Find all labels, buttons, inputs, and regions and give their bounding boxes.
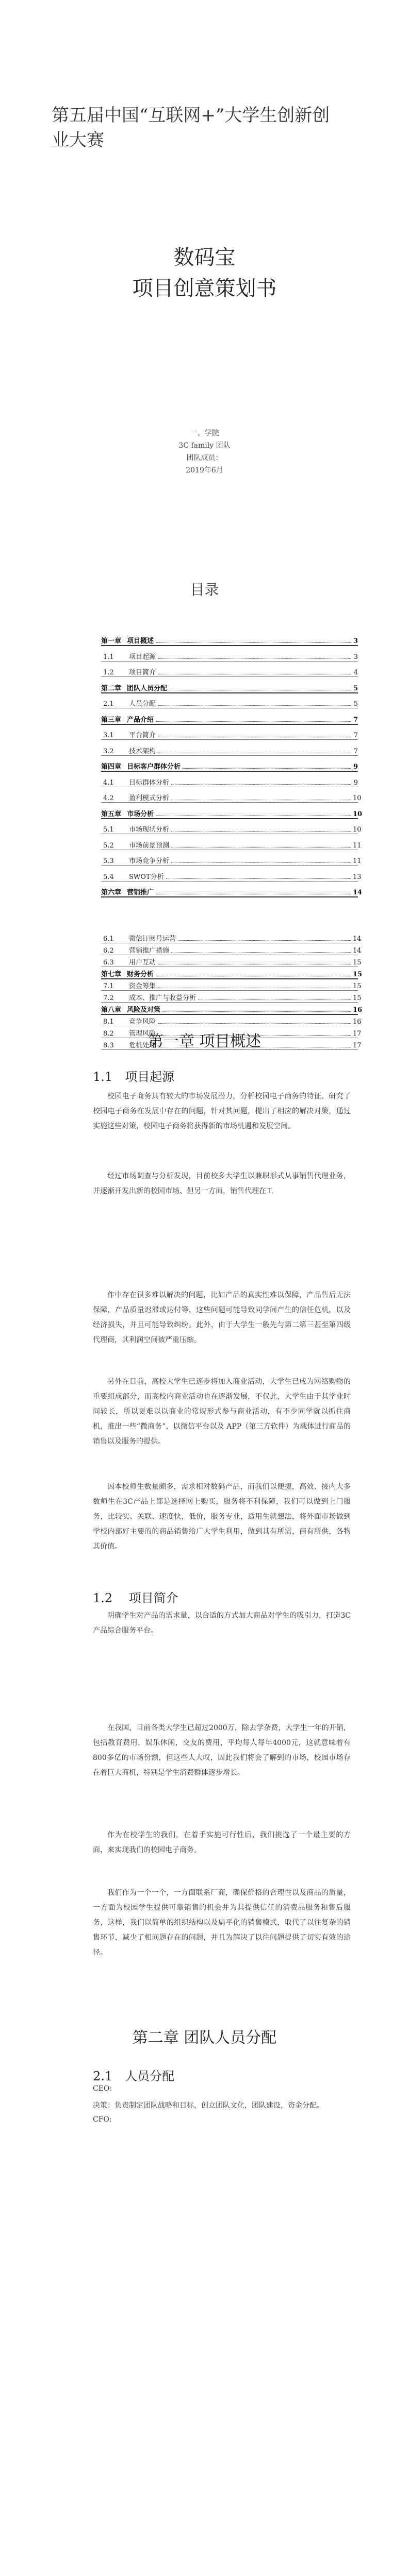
toc-entry[interactable] xyxy=(101,809,363,819)
toc-entry-page: 10 xyxy=(353,826,362,834)
toc-entry-number: 8.3 xyxy=(103,1042,114,1049)
toc-entry-label: 成本、推广与收益分析 xyxy=(129,994,197,1002)
toc-entry-label: 市场前景预测 xyxy=(129,842,170,850)
role-line: CEO: xyxy=(93,2084,112,2093)
toc-entry-page: 5 xyxy=(353,685,358,692)
toc-entry[interactable] xyxy=(101,981,362,991)
paragraph: 因本校师生数量颇多，需求相对数码产品，而我们以便捷，高效、接内大多数师生在3C产品上都是选择网上购买，服务将不利保障，我们可以做到上门服务，比较实、关联、速度快，低价，服务专业，适用生就想法，将外面市场做到学校内部好主要的的商品销售给广大学生利用，做到其有所需，商有所供，各物其价值。 xyxy=(93,1483,351,1551)
document-subtitle: 项目创意策划书 xyxy=(132,277,277,300)
toc-entry-label: 用户互动 xyxy=(129,959,156,967)
toc-leader xyxy=(156,721,351,722)
toc-entry-page: 14 xyxy=(353,935,362,943)
toc-entry-number: 8.2 xyxy=(103,1030,114,1038)
toc-entry-page: 5 xyxy=(353,700,358,708)
toc-entry-number: 5.1 xyxy=(103,826,114,834)
toc-entry-page: 4 xyxy=(353,669,358,676)
toc-entry-number: 第五章 xyxy=(101,810,122,818)
contest-name: 第五届中国“互联网+”大学生创新创业大赛 xyxy=(52,105,330,150)
toc-entry-label: 目标客户群体分析 xyxy=(127,763,181,771)
toc-entry[interactable] xyxy=(101,957,362,967)
toc-entry-label: 财务分析 xyxy=(127,971,154,978)
paragraph: 作中存在很多难以解决的问题，比如产品的真实性难以保障，产品售后无法保障，产品质量迟滞或达付等，这些问题可能导致同学间产生的信任危机，以及经济损失，并且可能导致纠纷。此外，由于大学生一般先与第二第三甚至第四级代理商，其利润空间被严重压缩。 xyxy=(93,1291,351,1344)
toc-entry[interactable] xyxy=(101,969,363,979)
toc-leader xyxy=(171,831,351,832)
toc-entry-number: 第三章 xyxy=(101,716,122,724)
toc-entry-label: 危机处理 xyxy=(129,1042,156,1049)
toc-entry-page: 7 xyxy=(353,716,358,724)
toc-entry-page: 16 xyxy=(353,1018,362,1026)
toc-entry-label: 项目简介 xyxy=(129,669,156,676)
section-2-1-title: 2.1 人员分配 xyxy=(93,2069,175,2083)
toc-leader xyxy=(171,784,351,785)
toc-entry-number: 第四章 xyxy=(101,763,122,771)
toc-entry-number: 6.1 xyxy=(103,935,114,943)
team-name: 3C family 团队 xyxy=(178,442,231,450)
toc-leader xyxy=(156,642,351,643)
toc-entry-label: 资金筹集 xyxy=(129,982,156,990)
toc-entry-page: 16 xyxy=(353,1006,363,1014)
toc-entry-label: 团队人员分配 xyxy=(127,685,168,692)
toc-entry-label: 微信订阅号运营 xyxy=(129,935,176,943)
toc-entry-page: 9 xyxy=(353,763,358,771)
toc-entry-page: 17 xyxy=(353,1030,362,1038)
school-name: 一、学院 xyxy=(190,429,219,437)
toc-entry-label: 竞争风险 xyxy=(129,1018,156,1026)
toc-entry-label: 平台简介 xyxy=(129,732,156,739)
toc-entry[interactable] xyxy=(101,652,358,662)
toc-title: 目录 xyxy=(190,581,219,598)
toc-leader xyxy=(158,1023,351,1024)
toc-entry[interactable] xyxy=(101,667,358,677)
toc-entry-number: 2.1 xyxy=(103,700,114,708)
toc-entry-number: 第一章 xyxy=(101,637,122,645)
toc-entry[interactable] xyxy=(101,746,358,756)
toc-entry-number: 7.2 xyxy=(103,994,114,1002)
toc-entry-label: 风险及对策 xyxy=(127,1006,161,1014)
toc-entry-number: 5.2 xyxy=(103,842,114,850)
toc-entry[interactable] xyxy=(101,761,358,772)
toc-entry-label: 管理风险 xyxy=(129,1030,156,1038)
toc-entry[interactable] xyxy=(101,993,362,1003)
toc-entry[interactable] xyxy=(101,777,358,787)
toc-entry-page: 10 xyxy=(353,794,362,802)
toc-entry-label: 目标群体分析 xyxy=(129,779,170,787)
toc-leader xyxy=(158,658,351,659)
toc-entry[interactable] xyxy=(101,934,362,943)
toc-entry[interactable] xyxy=(101,856,362,866)
toc-entry-page: 10 xyxy=(353,810,363,818)
toc-entry-page: 3 xyxy=(353,653,358,661)
paragraph: 作为在校学生的我们，在着手实施可行性后，我们挑选了一个最主要的方面，来实现我们的校园电子商务。 xyxy=(93,1831,351,1854)
toc-entry-page: 14 xyxy=(353,889,363,896)
toc-entry[interactable] xyxy=(101,887,363,897)
toc-entry-number: 4.1 xyxy=(103,779,114,787)
toc-entry[interactable] xyxy=(101,699,358,708)
toc-entry-page: 7 xyxy=(353,732,358,739)
toc-entry-label: 营销推广措施 xyxy=(129,947,170,955)
paragraph: 另外在目前，高校大学生已逐步将加入商业活动，大学生已成为网络购物的重要组成部分，而高校内商业活动也在逐渐发展，不仅此，大学生由于其学业时间较长，所以更难以以商业的常规形式参与商业活动，有不少同学就以抓住商机，推出一些“微商务”，以微信平台以及 APP（第三方软件）为载体进行商品的销售以及服务的提供。 xyxy=(93,1378,351,1446)
toc-leader xyxy=(178,940,351,941)
chapter-2-title: 第二章 团队人员分配 xyxy=(132,2029,277,2047)
toc-entry-label: 人员分配 xyxy=(129,700,156,708)
toc-entry-page: 3 xyxy=(353,637,358,645)
toc-entry-label: 技术架构 xyxy=(129,748,156,755)
cover-date: 2019年6月 xyxy=(186,466,223,474)
toc-entry-page: 15 xyxy=(353,971,363,978)
toc-entry-number: 1.2 xyxy=(103,669,114,676)
toc-leader xyxy=(171,952,351,953)
toc-entry-label: 产品介绍 xyxy=(127,716,154,724)
toc-entry-number: 5.3 xyxy=(103,857,114,865)
chapter-1-title: 第一章 项目概述 xyxy=(148,1032,261,1050)
toc-entry-number: 第七章 xyxy=(101,971,122,978)
document-title: 数码宝 xyxy=(173,246,236,269)
toc-entry-page: 17 xyxy=(353,1042,362,1049)
toc-entry[interactable] xyxy=(101,730,358,740)
toc-entry[interactable] xyxy=(101,945,362,955)
toc-entry-label: 市场竞争分析 xyxy=(129,857,170,865)
toc-entry-number: 3.1 xyxy=(103,732,114,739)
role-line: 决策：负责制定团队战略和目标，创立团队文化，团队建设，资金分配。 xyxy=(93,2102,324,2110)
toc-entry-number: 7.1 xyxy=(103,982,114,990)
toc-entry-number: 8.1 xyxy=(103,1018,114,1026)
toc-entry-number: 第八章 xyxy=(101,1006,122,1014)
toc-entry-label: 盈利模式分析 xyxy=(129,794,170,802)
toc-entry-page: 11 xyxy=(353,842,362,850)
toc-leader xyxy=(183,768,351,769)
toc-entry-label: 市场现状分析 xyxy=(129,826,170,834)
toc-entry[interactable] xyxy=(101,872,362,882)
toc-leader xyxy=(198,999,351,1000)
toc-entry-number: 3.2 xyxy=(103,748,114,755)
toc-entry-number: 第六章 xyxy=(101,889,122,896)
toc-entry-label: 项目起源 xyxy=(129,653,156,661)
section-1-2-title: 1.2 项目简介 xyxy=(93,1591,178,1605)
toc-entry-page: 7 xyxy=(353,748,358,755)
toc-leader xyxy=(158,705,351,706)
toc-entry[interactable] xyxy=(101,1005,363,1015)
toc-entry-number: 5.4 xyxy=(103,873,114,881)
toc-entry-number: 6.3 xyxy=(103,959,114,967)
toc-entry[interactable] xyxy=(101,1016,362,1026)
toc-entry-number: 第二章 xyxy=(101,685,122,692)
toc-entry-label: SWOT分析 xyxy=(129,873,164,881)
section-1-1-title: 1.1 项目起源 xyxy=(93,1070,175,1084)
toc-entry-label: 市场分析 xyxy=(127,810,154,818)
toc-entry[interactable] xyxy=(101,840,362,850)
toc-entry-page: 11 xyxy=(353,857,362,865)
toc-entry[interactable] xyxy=(101,715,358,725)
toc-leader xyxy=(171,862,351,863)
toc-entry-page: 15 xyxy=(353,994,362,1002)
toc-entry[interactable] xyxy=(101,793,362,803)
toc-entry[interactable] xyxy=(101,824,362,834)
toc-leader xyxy=(162,1011,351,1012)
toc-entry-page: 15 xyxy=(353,982,362,990)
toc-entry-page: 15 xyxy=(353,959,362,967)
paragraph: 经过市场调查与分析发现，目前校多大学生以兼职形式从事销售代理业务，并逐渐开发出新的校园市场、但另一方面，销售代理在工 xyxy=(93,1172,351,1195)
toc-leader xyxy=(171,847,351,848)
toc-entry-page: 14 xyxy=(353,947,362,955)
paragraph: 在我国，目前各类大学生已超过2000万，除去学杂费，大学生一年的开销，包括教育费用，娱乐休闲，交友的费用，平均每人每年4000元，这就意味着有800多亿的市场份额，但这些人大叹，因此我们将会了解到的市场，校园市场存在着巨大商机，特别是学生消费群体逐步增长。 xyxy=(93,1724,351,1777)
toc-entry-page: 9 xyxy=(353,779,358,787)
toc-entry-number: 4.2 xyxy=(103,794,114,802)
paragraph: 明确学生对产品的需求量，以合适的方式加大商品对学生的吸引力，打造3C产品综合服务平台。 xyxy=(93,1612,351,1635)
toc-entry-number: 1.1 xyxy=(103,653,114,661)
toc-entry-number: 6.2 xyxy=(103,947,114,955)
paragraph: 我们作为一个一个，一方面联系厂商，确保价格的合理性以及商品的质量，一方面为校园学生提供可靠销售的机会并为其提供信任的消费品服务和售后服务，这样，我们以简单的组织结构以及扁平化的销售模式，取代了以往复杂的销售环节，减少了相问题存在的问题，并且为解决了以往问题提供了切实有效的途径。 xyxy=(93,1889,351,1957)
role-line: CFO: xyxy=(93,2115,112,2124)
members-label: 团队成员： xyxy=(186,454,223,462)
toc-leader xyxy=(166,878,351,879)
toc-entry-label: 营销推广 xyxy=(127,889,154,896)
toc-entry-label: 项目概述 xyxy=(127,637,154,645)
toc-entry-page: 13 xyxy=(353,873,362,881)
paragraph: 校园电子商务具有较大的市场发展潜力，分析校园电子商务的特征、研究了校园电子商务在发展中存在的问题，针对其问题，提出了相应的解决对策，通过实施这些对策，校园电子商务将获得新的市场机遇和发展空间。 xyxy=(93,1092,351,1130)
toc-entry[interactable] xyxy=(101,636,358,646)
toc-entry[interactable] xyxy=(101,683,358,693)
